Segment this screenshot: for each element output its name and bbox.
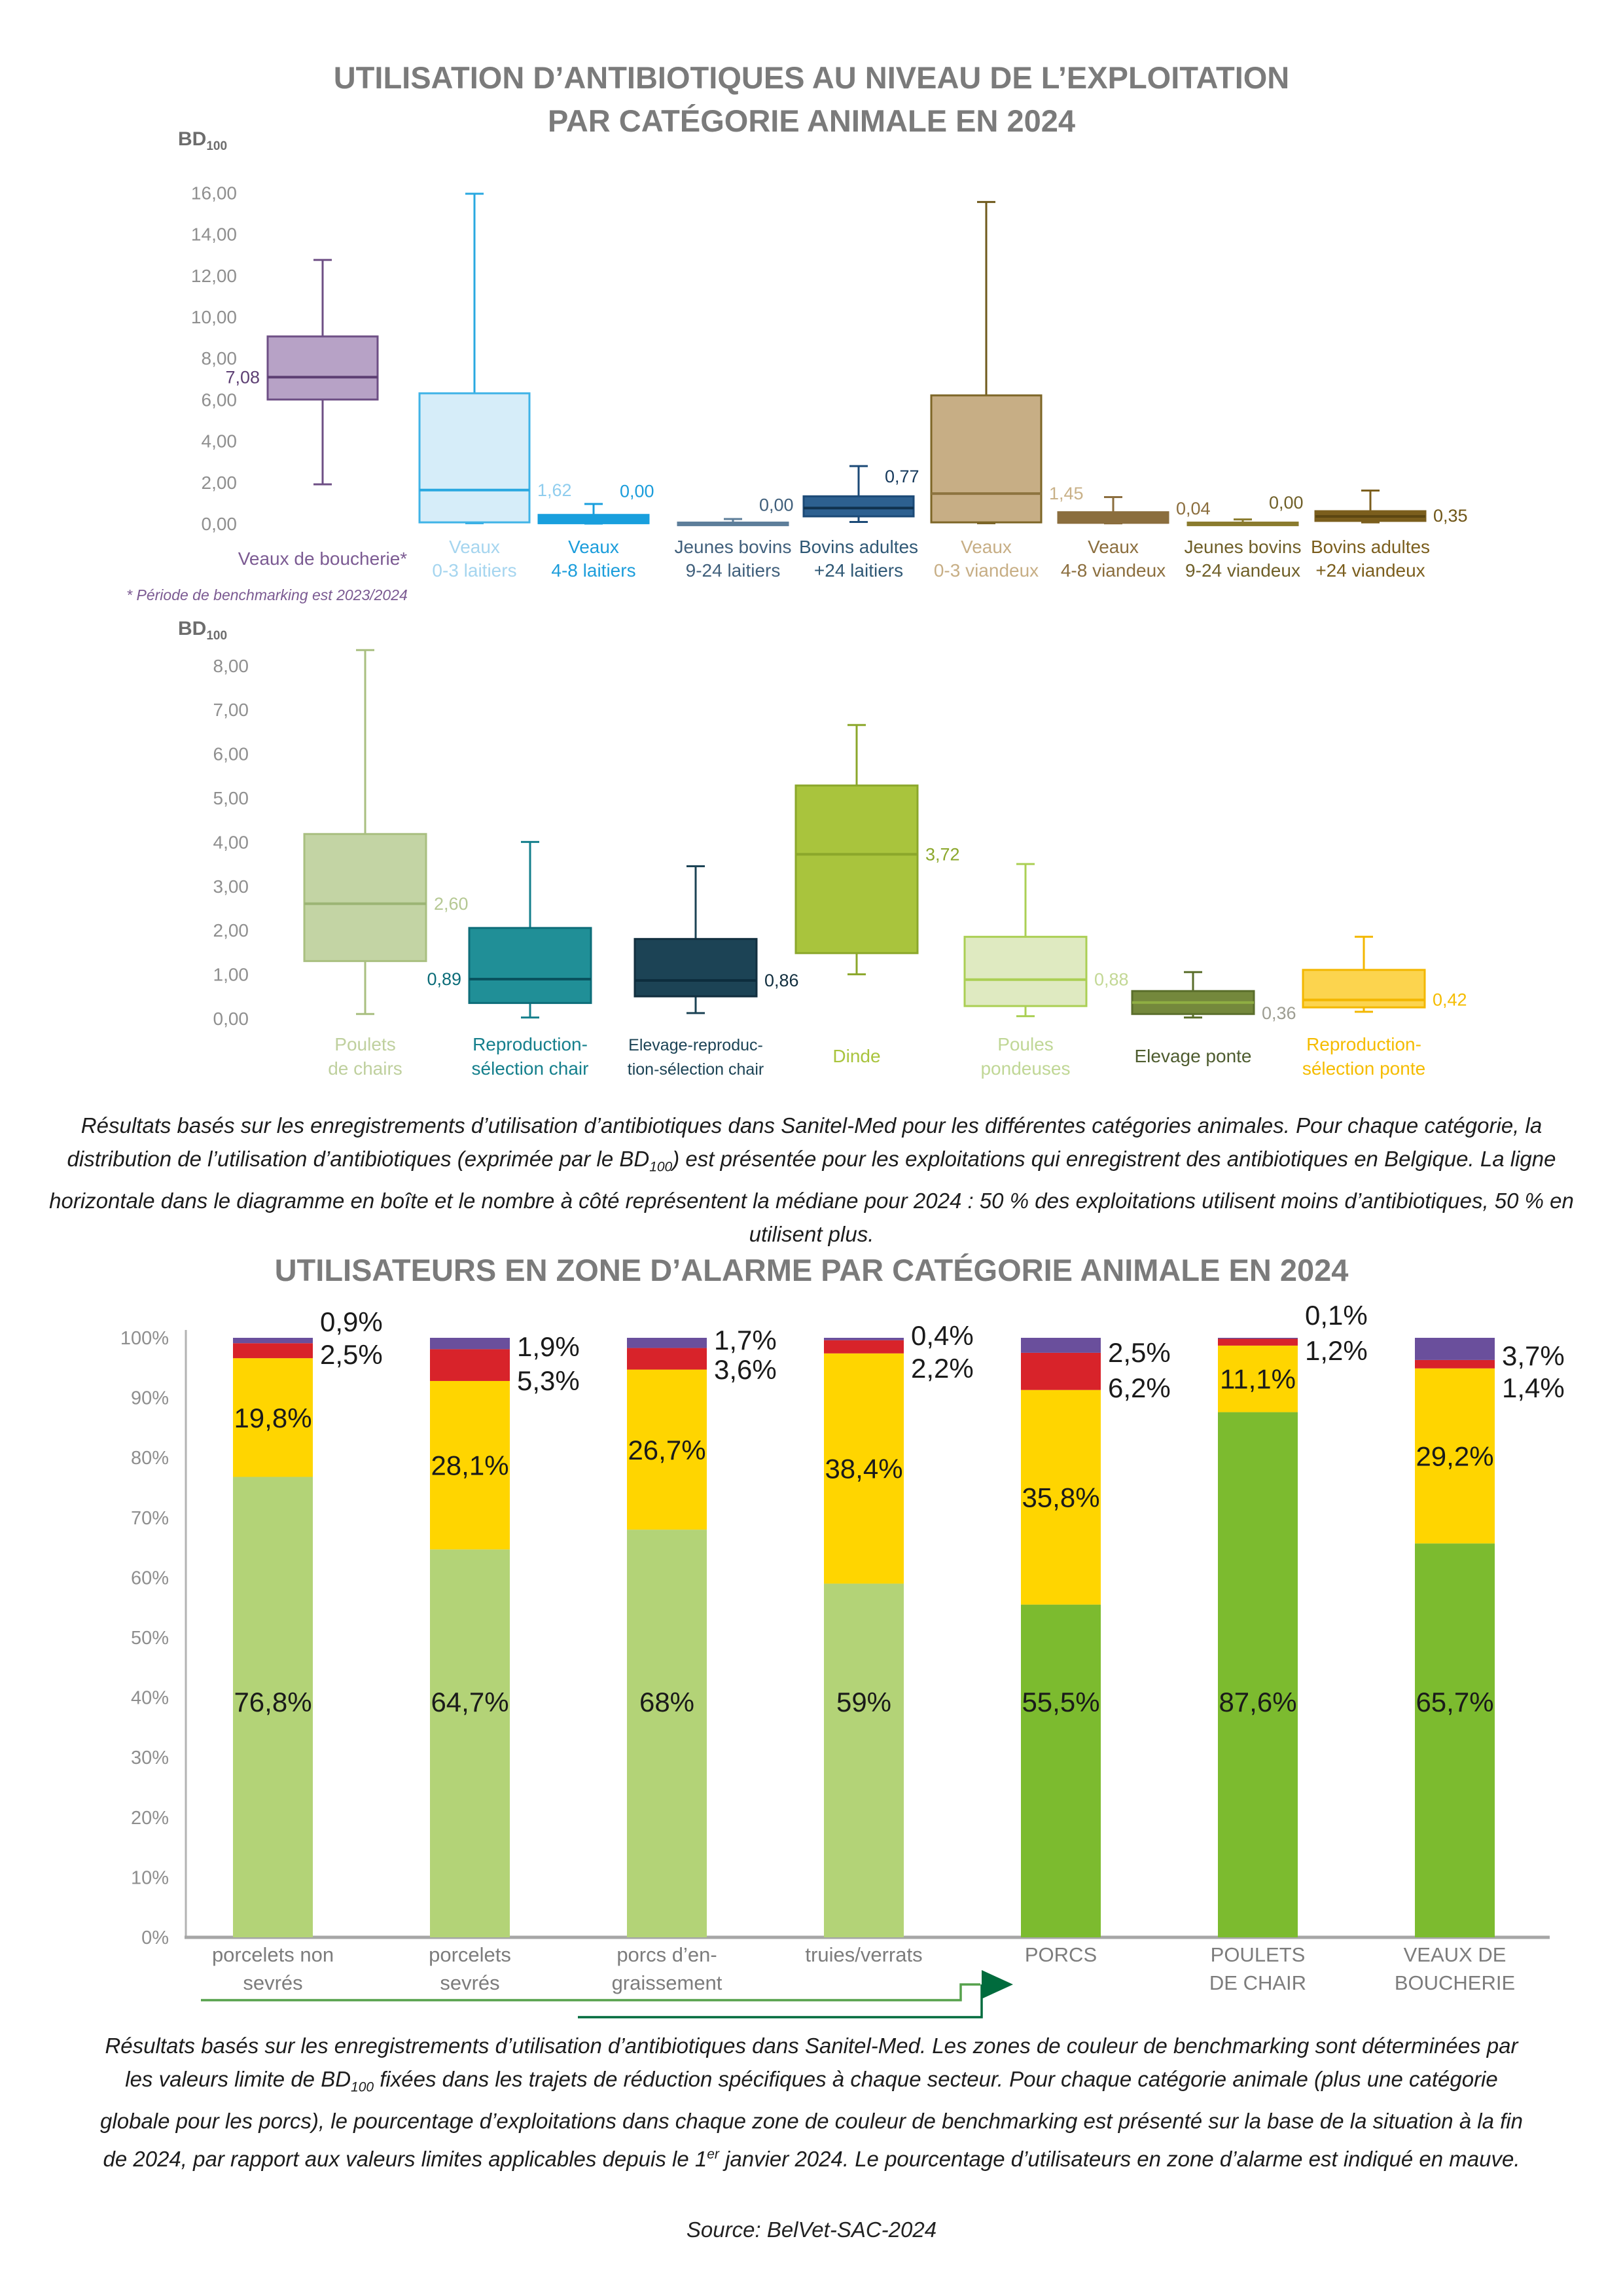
barchart-category-label-porcs-line1: PORCS bbox=[1024, 1943, 1097, 1966]
bar-value-purple-porcelets-non-sevrés: 0,9% bbox=[320, 1306, 383, 1337]
boxplot-bovins-box-bovins-adultes-+24-laitiers bbox=[804, 496, 914, 516]
bar-value-green-veaux-de-boucherie: 65,7% bbox=[1416, 1687, 1494, 1717]
boxplot-bovins-ytick-4,00: 4,00 bbox=[201, 431, 237, 452]
bar-segment-green-porcelets-sevrés bbox=[430, 1549, 510, 1937]
bar-value-yellow-poulets-de-chair: 11,1% bbox=[1220, 1363, 1296, 1395]
barchart-explanation-paragraph bbox=[98, 2029, 1525, 2176]
boxplot-bovins-ytick-12,00: 12,00 bbox=[190, 265, 237, 286]
bar-segment-green-veaux-de-boucherie bbox=[1415, 1543, 1495, 1937]
boxplot-volailles-category-label-poulets-de-chairs-line1: Poulets bbox=[334, 1034, 396, 1054]
porcs-aggregation-bracket-light bbox=[201, 1984, 980, 2000]
boxplot-volailles-ytick-1,00: 1,00 bbox=[213, 964, 249, 985]
barchart-category-label-veaux-de-boucherie-line1: VEAUX DE bbox=[1403, 1943, 1507, 1966]
barchart-ytick-80%: 80% bbox=[130, 1448, 169, 1469]
boxplot-volailles-ytick-4,00: 4,00 bbox=[213, 832, 249, 853]
boxplot-bovins-median-value-bovins-adultes-+24-viandeux: 0,35 bbox=[1433, 505, 1468, 526]
boxplot-bovins-median-value-veaux-0-3-laitiers: 1,62 bbox=[537, 480, 572, 500]
bar-value-red-porcelets-non-sevrés: 2,5% bbox=[320, 1339, 383, 1370]
barchart-ytick-60%: 60% bbox=[130, 1568, 169, 1589]
boxplot-bovins-category-label-jeunes-bovins-9-24-viandeux-line1: Jeunes bovins bbox=[1184, 537, 1302, 557]
boxplot-bovins-footnote: * Période de benchmarking est 2023/2024 bbox=[126, 586, 408, 603]
boxplot-bovins-category-label-veaux-4-8-viandeux-line2: 4-8 viandeux bbox=[1060, 560, 1166, 581]
boxplot-volailles-ytick-5,00: 5,00 bbox=[213, 788, 249, 808]
bar-value-green-porcelets-non-sevrés: 76,8% bbox=[234, 1687, 312, 1717]
bar-value-green-porcs: 55,5% bbox=[1022, 1687, 1100, 1717]
boxplot-bovins-category-label-veaux-4-8-laitiers-line2: 4-8 laitiers bbox=[551, 560, 636, 581]
boxplot-volailles-ytick-8,00: 8,00 bbox=[213, 655, 249, 676]
barchart-title bbox=[0, 1249, 1623, 1292]
bar-segment-red-truies-verrats bbox=[824, 1340, 904, 1354]
barchart-ytick-70%: 70% bbox=[130, 1507, 169, 1529]
bar-value-red-porcs-d-engraissement: 3,6% bbox=[714, 1354, 777, 1385]
boxplot-volailles-ytick-7,00: 7,00 bbox=[213, 700, 249, 721]
boxplot-bovins-median-value-jeunes-bovins-9-24-laitiers: 0,00 bbox=[759, 495, 794, 515]
paragraph1-part-b: ) est présentée pour les exploitations qui enregistrent des antibiotiques en Belgique. La ligne horizontale dans le diagramme en boîte et le nombre à côté représentent la médiane pour 2024 : 50 % des exploitations utilisent moins d’antibiotiques, 50 % en utilisent plus. bbox=[49, 1147, 1574, 1246]
boxplot-bovins-median-value-veaux-4-8-laitiers: 0,00 bbox=[620, 481, 654, 501]
bar-value-green-porcelets-sevrés: 64,7% bbox=[431, 1687, 509, 1717]
boxplot-bovins-category-label-bovins-adultes-+24-viandeux-line1: Bovins adultes bbox=[1310, 537, 1431, 557]
barchart-category-label-porcelets-sevrés-line2: sevrés bbox=[440, 1971, 500, 1994]
barchart-category-label-truies-verrats-line1: truies/verrats bbox=[805, 1943, 923, 1966]
bar-segment-red-porcelets-non-sevrés bbox=[233, 1343, 313, 1358]
boxplot-volailles-category-label-reproduction-sélection-ponte-line1: Reproduction- bbox=[1306, 1034, 1421, 1054]
bd-sub: 100 bbox=[206, 139, 228, 153]
boxplot-volailles-median-value-poules-pondeuses: 0,88 bbox=[1094, 969, 1129, 990]
bar-segment-red-porcelets-sevrés bbox=[430, 1349, 510, 1381]
paragraph2-part-b: fixées dans les trajets de réduction spécifiques à chaque secteur. Pour chaque catégorie animale (plus une catégorie globale pour les porcs), le pourcentage d’exploitations dans chaque zone de couleur de benchmarking est présenté sur la base de la situation à la fin de 2024, par rapport aux valeurs limites applicables depuis le 1 bbox=[100, 2067, 1523, 2171]
barchart-title-text: UTILISATEURS EN ZONE D’ALARME PAR CATÉGORIE ANIMALE EN 2024 bbox=[274, 1253, 1349, 1287]
boxplot-volailles-category-label-reproduction-sélection-ponte-line2: sélection ponte bbox=[1302, 1058, 1426, 1079]
bar-value-red-porcelets-sevrés: 5,3% bbox=[517, 1365, 580, 1396]
barchart-category-label-porcelets-sevrés-line1: porcelets bbox=[429, 1943, 511, 1966]
boxplot-volailles-category-label-elevage-ponte-line1: Elevage ponte bbox=[1134, 1046, 1252, 1066]
bar-value-yellow-truies-verrats: 38,4% bbox=[825, 1453, 903, 1484]
barchart-ytick-30%: 30% bbox=[130, 1748, 169, 1769]
boxplot-volailles-box-dinde bbox=[796, 785, 918, 953]
bar-segment-red-poulets-de-chair bbox=[1218, 1338, 1298, 1346]
boxplot-bovins-median-value-veaux-de-boucherie: 7,08 bbox=[225, 367, 260, 387]
boxplot-bovins-category-label-veaux-de-boucherie-line1: Veaux de boucherie* bbox=[238, 548, 408, 569]
bar-segment-red-porcs bbox=[1021, 1353, 1101, 1390]
bar-value-yellow-veaux-de-boucherie: 29,2% bbox=[1416, 1441, 1494, 1472]
bar-value-red-porcs: 6,2% bbox=[1108, 1372, 1171, 1403]
barchart-category-label-porcs-d-engraissement-line1: porcs d’en- bbox=[616, 1943, 717, 1966]
boxplot-volailles-category-label-elevage-reproduction-sélection-chair-line1: Elevage-reproduc- bbox=[628, 1036, 763, 1054]
barchart-ytick-10%: 10% bbox=[130, 1867, 169, 1889]
boxplot-bovins-box-veaux-0-3-laitiers bbox=[419, 393, 529, 522]
boxplot-bovins-box-veaux-0-3-viandeux bbox=[931, 395, 1041, 522]
bar-segment-red-porcs-d-engraissement bbox=[627, 1348, 707, 1370]
boxplot-volailles-category-label-poulets-de-chairs-line2: de chairs bbox=[328, 1058, 402, 1079]
boxplot-bovins-category-label-veaux-0-3-viandeux-line2: 0-3 viandeux bbox=[933, 560, 1039, 581]
boxplot-volailles-category-label-reproduction-sélection-chair-line2: sélection chair bbox=[471, 1058, 589, 1079]
bar-segment-purple-porcelets-non-sevrés bbox=[233, 1338, 313, 1343]
boxplot-bovins-box-veaux-de-boucherie bbox=[268, 336, 378, 399]
bar-value-green-poulets-de-chair: 87,6% bbox=[1219, 1687, 1297, 1717]
boxplot-bovins-ytick-6,00: 6,00 bbox=[201, 389, 237, 410]
boxplot-volailles-box-poulets-de-chairs bbox=[304, 834, 426, 961]
boxplot-bovins-category-label-veaux-0-3-laitiers-line2: 0-3 laitiers bbox=[432, 560, 517, 581]
bar-segment-purple-truies-verrats bbox=[824, 1338, 904, 1340]
boxplot-bovins-category-label-veaux-4-8-viandeux-line1: Veaux bbox=[1088, 537, 1139, 557]
boxplot-volailles-box-reproduction-sélection-ponte bbox=[1303, 970, 1425, 1007]
barchart-category-label-poulets-de-chair-line2: DE CHAIR bbox=[1209, 1971, 1307, 1994]
barchart-ytick-50%: 50% bbox=[130, 1628, 169, 1649]
porcs-aggregation-arrow bbox=[982, 1970, 1013, 1999]
boxplot-bovins-category-label-veaux-4-8-laitiers-line1: Veaux bbox=[568, 537, 619, 557]
boxplot-bovins-category-label-bovins-adultes-+24-laitiers-line1: Bovins adultes bbox=[798, 537, 919, 557]
boxplot-bovins-ytick-0,00: 0,00 bbox=[201, 514, 237, 534]
bar-segment-purple-porcs bbox=[1021, 1338, 1101, 1353]
barchart-category-label-porcs-d-engraissement-line2: graissement bbox=[611, 1971, 722, 1994]
paragraph1-part-a: Résultats basés sur les enregistrements d’utilisation d’antibiotiques dans Sanitel-Med pour les différentes catégories animales. Pour chaque catégorie, la distribution de l’utilisation d’antibiotiques (exprimée par le bbox=[67, 1113, 1543, 1171]
boxplot-bovins-ytick-8,00: 8,00 bbox=[201, 348, 237, 369]
barchart-ytick-20%: 20% bbox=[130, 1807, 169, 1829]
bar-segment-purple-porcelets-sevrés bbox=[430, 1338, 510, 1349]
bar-value-red-poulets-de-chair: 1,2% bbox=[1305, 1335, 1368, 1366]
boxplot-volailles-box-elevage-reproduction-sélection-chair bbox=[635, 939, 757, 997]
boxplot-volailles-category-label-poules-pondeuses-line1: Poules bbox=[997, 1034, 1054, 1054]
boxplot-volailles-category-label-dinde-line1: Dinde bbox=[832, 1046, 881, 1066]
bar-value-purple-porcs-d-engraissement: 1,7% bbox=[714, 1325, 777, 1355]
bar-value-green-porcs-d-engraissement: 68% bbox=[639, 1687, 695, 1717]
paragraph2-bd-sub: 100 bbox=[351, 2079, 374, 2095]
barchart-ytick-0%: 0% bbox=[141, 1928, 169, 1948]
paragraph2-part-a: Résultats basés sur les enregistrements d’utilisation d’antibiotiques dans Sanitel-Med. Les zones de couleur de benchmarking sont déterminées par les valeurs limite de bbox=[105, 2034, 1518, 2091]
bar-value-yellow-porcelets-non-sevrés: 19,8% bbox=[234, 1402, 312, 1433]
bar-value-purple-poulets-de-chair: 0,1% bbox=[1305, 1300, 1368, 1331]
barchart-category-label-veaux-de-boucherie-line2: BOUCHERIE bbox=[1394, 1971, 1516, 1994]
source-text: Source: BelVet-SAC-2024 bbox=[686, 2217, 937, 2242]
bar-value-green-truies-verrats: 59% bbox=[836, 1687, 892, 1717]
boxplot-bovins-ytick-16,00: 16,00 bbox=[190, 183, 237, 204]
boxplot-bovins-median-value-bovins-adultes-+24-laitiers: 0,77 bbox=[885, 466, 919, 486]
barchart-category-label-porcelets-non-sevrés-line2: sevrés bbox=[243, 1971, 303, 1994]
bar-segment-green-porcs-d-engraissement bbox=[627, 1530, 707, 1937]
paragraph2-sup: er bbox=[707, 2146, 719, 2162]
bar-value-yellow-porcelets-sevrés: 28,1% bbox=[431, 1450, 509, 1481]
bd-text: BD bbox=[178, 618, 207, 639]
boxplot-volailles-median-value-elevage-reproduction-sélection-chair: 0,86 bbox=[764, 971, 799, 991]
boxplot-volailles-ytick-0,00: 0,00 bbox=[213, 1009, 249, 1029]
paragraph1-bd: BD bbox=[619, 1147, 650, 1171]
paragraph2-part-c: janvier 2024. Le pourcentage d’utilisateurs en zone d’alarme est indiqué en mauve. bbox=[719, 2146, 1520, 2171]
boxplot-bovins-category-label-jeunes-bovins-9-24-viandeux-line2: 9-24 viandeux bbox=[1185, 560, 1300, 581]
boxplot-bovins-ytick-2,00: 2,00 bbox=[201, 472, 237, 493]
boxplot-volailles-category-label-poules-pondeuses-line2: pondeuses bbox=[980, 1058, 1071, 1079]
barchart-ytick-100%: 100% bbox=[120, 1328, 169, 1349]
boxplot-bovins-category-label-bovins-adultes-+24-laitiers-line2: +24 laitiers bbox=[813, 560, 904, 581]
boxplot-bovins-category-label-bovins-adultes-+24-viandeux-line2: +24 viandeux bbox=[1315, 560, 1425, 581]
chart1-title-line1: UTILISATION D’ANTIBIOTIQUES AU NIVEAU DE L’EXPLOITATION bbox=[333, 60, 1290, 95]
bar-segment-red-veaux-de-boucherie bbox=[1415, 1360, 1495, 1369]
bar-segment-green-truies-verrats bbox=[824, 1584, 904, 1937]
bd-text: BD bbox=[178, 128, 207, 150]
barchart-ytick-90%: 90% bbox=[130, 1388, 169, 1409]
boxplot-volailles-ytick-6,00: 6,00 bbox=[213, 744, 249, 764]
chart1-title-line2: PAR CATÉGORIE ANIMALE EN 2024 bbox=[547, 103, 1076, 138]
boxplot-bovins-category-label-jeunes-bovins-9-24-laitiers-line1: Jeunes bovins bbox=[674, 537, 792, 557]
bd-sub: 100 bbox=[206, 629, 228, 643]
boxplot-volailles-ytick-3,00: 3,00 bbox=[213, 876, 249, 897]
bar-segment-purple-poulets-de-chair bbox=[1218, 1338, 1298, 1339]
barchart-category-label-porcelets-non-sevrés-line1: porcelets non bbox=[211, 1943, 334, 1966]
bar-value-purple-porcs: 2,5% bbox=[1108, 1337, 1171, 1368]
boxplot-volailles-category-label-reproduction-sélection-chair-line1: Reproduction- bbox=[473, 1034, 588, 1054]
boxplot-volailles-median-value-elevage-ponte: 0,36 bbox=[1262, 1003, 1296, 1023]
boxplot-bovins-median-value-veaux-0-3-viandeux: 1,45 bbox=[1049, 484, 1084, 504]
boxplot-volailles-box-reproduction-sélection-chair bbox=[469, 928, 591, 1003]
boxplot-bovins-median-value-jeunes-bovins-9-24-viandeux: 0,00 bbox=[1269, 493, 1304, 513]
bar-segment-green-poulets-de-chair bbox=[1218, 1412, 1298, 1937]
barchart-category-label-poulets-de-chair-line1: POULETS bbox=[1210, 1943, 1306, 1966]
bar-value-purple-porcelets-sevrés: 1,9% bbox=[517, 1331, 580, 1362]
boxplot-bovins-ytick-14,00: 14,00 bbox=[190, 224, 237, 245]
boxplot-bovins-category-label-jeunes-bovins-9-24-laitiers-line2: 9-24 laitiers bbox=[685, 560, 781, 581]
paragraph2-bd: BD bbox=[321, 2067, 351, 2091]
paragraph1-bd-sub: 100 bbox=[649, 1159, 673, 1175]
boxplot-volailles-ytick-2,00: 2,00 bbox=[213, 920, 249, 941]
boxplot-bovins-median-value-veaux-4-8-viandeux: 0,04 bbox=[1176, 499, 1211, 519]
boxplot-bovins-ytick-10,00: 10,00 bbox=[190, 307, 237, 327]
boxplot-explanation-paragraph bbox=[39, 1109, 1584, 1251]
bar-value-purple-veaux-de-boucherie: 3,7% bbox=[1502, 1340, 1565, 1371]
bar-value-yellow-porcs: 35,8% bbox=[1022, 1482, 1100, 1513]
boxplot-volailles-median-value-reproduction-sélection-ponte: 0,42 bbox=[1433, 990, 1467, 1010]
bar-value-red-veaux-de-boucherie: 1,4% bbox=[1502, 1372, 1565, 1403]
bar-value-red-truies-verrats: 2,2% bbox=[911, 1353, 974, 1384]
boxplot-bovins-category-label-veaux-0-3-viandeux-line1: Veaux bbox=[961, 537, 1012, 557]
boxplot-volailles-box-poules-pondeuses bbox=[965, 937, 1086, 1006]
boxplot-volailles-median-value-poulets-de-chairs: 2,60 bbox=[434, 893, 469, 914]
boxplot-volailles-median-value-reproduction-sélection-chair: 0,89 bbox=[427, 969, 461, 990]
boxplot-volailles-median-value-dinde: 3,72 bbox=[925, 844, 960, 865]
boxplot-volailles-category-label-elevage-reproduction-sélection-chair-line2: tion-sélection chair bbox=[627, 1060, 764, 1079]
bar-value-yellow-porcs-d-engraissement: 26,7% bbox=[628, 1434, 706, 1465]
bar-segment-purple-veaux-de-boucherie bbox=[1415, 1338, 1495, 1360]
bar-value-purple-truies-verrats: 0,4% bbox=[911, 1320, 974, 1351]
barchart-ytick-40%: 40% bbox=[130, 1687, 169, 1709]
bar-segment-green-porcs bbox=[1021, 1605, 1101, 1937]
source-note bbox=[0, 2217, 1623, 2242]
bar-segment-purple-porcs-d-engraissement bbox=[627, 1338, 707, 1348]
boxplot-bovins-category-label-veaux-0-3-laitiers-line1: Veaux bbox=[449, 537, 500, 557]
